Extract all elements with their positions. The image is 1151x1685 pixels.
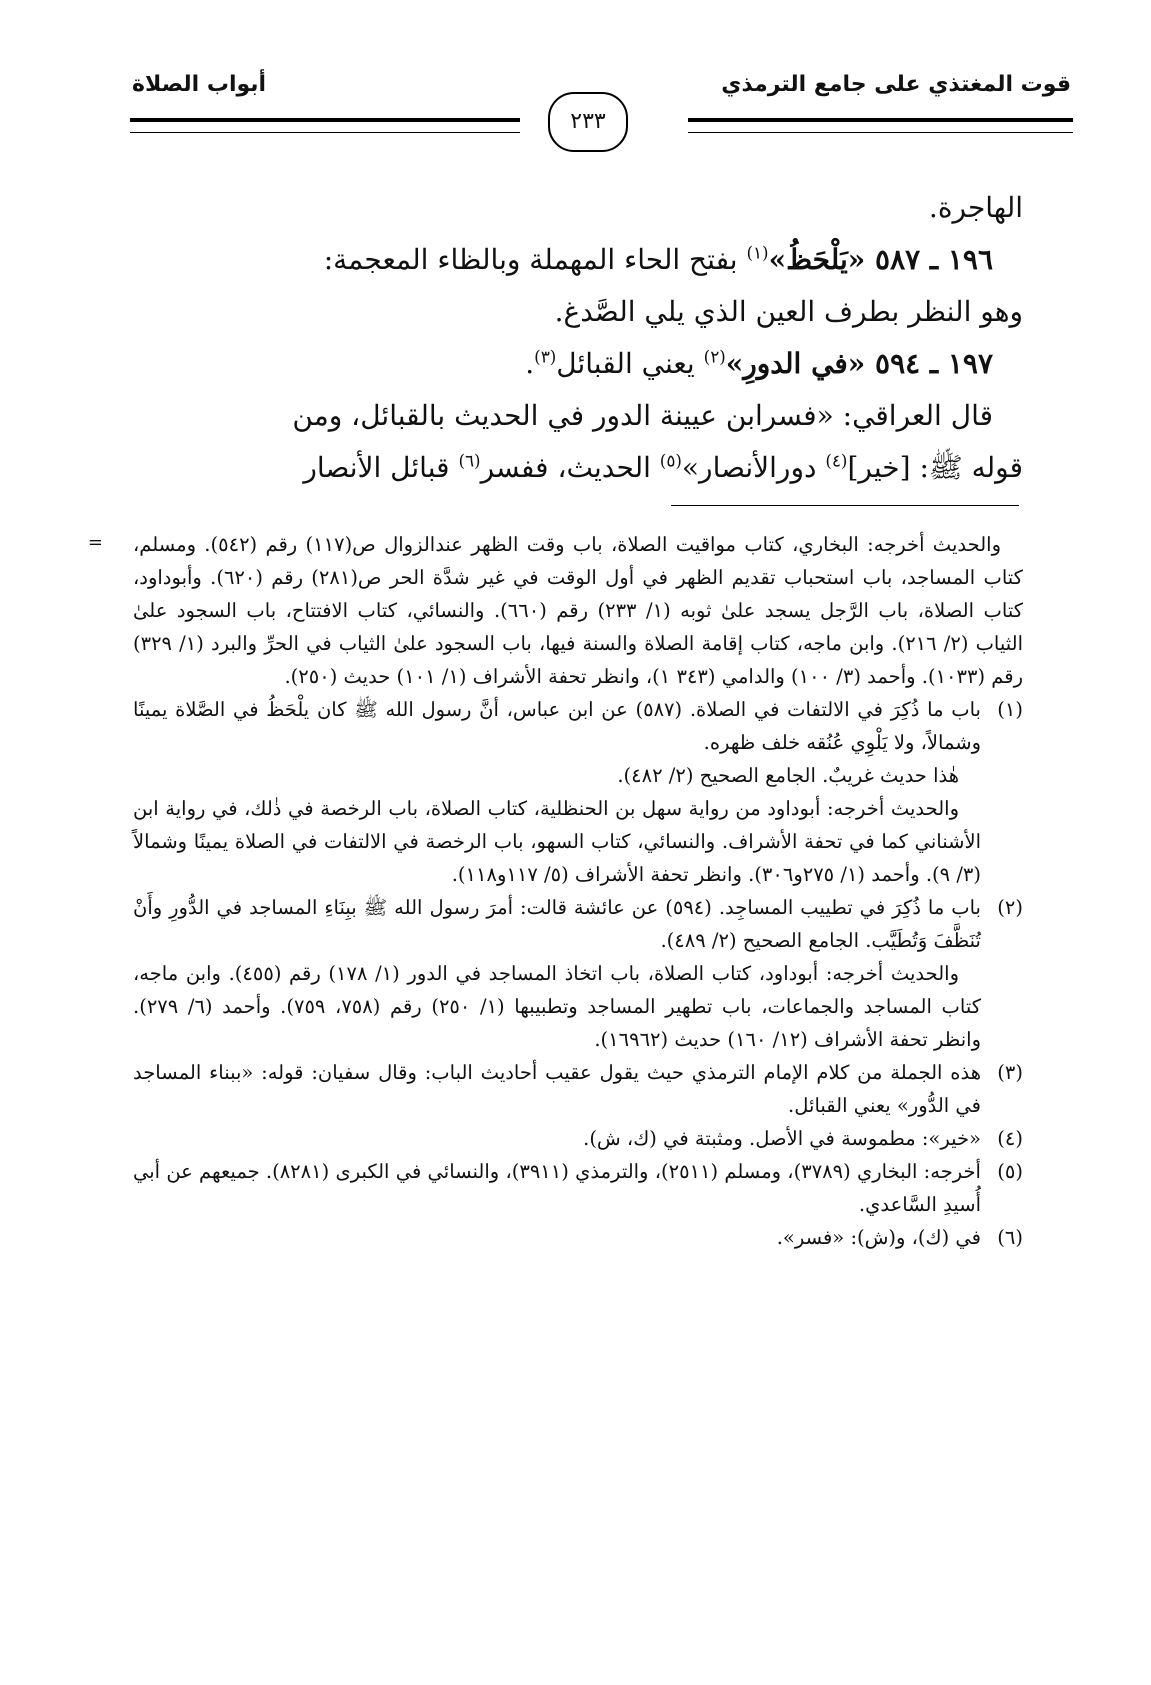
continuation-marker: = [87,532,103,553]
main-line: الهاجرة. [928,191,1023,224]
footnote-number: (١) [997,698,1023,721]
main-text-span: قبائل الأنصار [303,451,459,484]
footnote-item [133,1155,1023,1221]
main-line [133,234,1023,286]
main-line: وهو النظر بطرف العين الذي يلي الصَّدغ. [554,295,1023,328]
entry-heading: ١٩٦ ـ ٥٨٧ «يَلْحَظُ» [768,243,993,276]
footnote-number: (٣) [997,1061,1023,1084]
footnote-number: (٤) [997,1127,1023,1150]
footnote-ref[interactable]: (٢) [703,346,726,367]
footnote-extra: هٰذا حديث غريبٌ. الجامع الصحيح (٢/ ٤٨٢). [617,764,959,787]
main-text-span: . [525,347,535,380]
footnote-number: (٥) [997,1160,1023,1183]
footnote-separator [671,505,1019,506]
footnote-number: (٢) [997,896,1023,919]
footnote-ref[interactable]: (١) [746,242,769,263]
header-chapter-title: أبواب الصلاة [132,72,267,97]
footnote-ref[interactable]: (٤) [825,450,848,471]
footnote-item [133,1056,1023,1122]
footnote-item [133,1122,1023,1155]
main-text-span: دورالأنصار» [681,451,826,484]
main-text-span: قوله ﷺ: [خير] [847,451,1023,484]
footnote-ref[interactable]: (٣) [534,346,557,367]
footnote-text: أخرجه: البخاري (٣٧٨٩)، ومسلم (٢٥١١)، والترمذي (٣٩١١)، والنسائي في الكبرى (٨٢٨١). جميعهم عن أبي أُسيدِ السَّاعدي. [133,1160,981,1216]
footnote-continued: والحديث أخرجه: البخاري، كتاب مواقيت الصلاة، باب وقت الظهر عندالزوال ص(١١٧) رقم (٥٤٢). ومسلم، كتاب المساجد، باب استحباب تقديم الظهر في أول الوقت في غير شدَّة الحر ص(٢٨١) رقم (٦٢٠). وأبوداود، كتاب الصلاة، باب الرَّجل يسجد علىٰ ثوبه (١/ ٢٣٣) رقم (٦٦٠). والنسائي، كتاب الافتتاح، باب السجود علىٰ الثياب (٢/ ٢١٦). وابن ماجه، كتاب إقامة الصلاة والسنة فيها، باب السجود علىٰ الثياب في الحرِّ والبرد (١/ ٣٢٩) رقم (١٠٣٣). وأحمد (٣/ ١٠٠) والدامي (٣٤٣ ١)، وانظر تحفة الأشراف (١/ ١٠١) حديث (٢٥٠). [133,533,1023,688]
main-text [133,182,1023,494]
entry-heading: ١٩٧ ـ ٥٩٤ «في الدورِ» [725,347,993,380]
footnote-ref[interactable]: (٥) [659,450,682,471]
main-text-span: يعني القبائل [556,347,704,380]
header-book-title: قوت المغتذي على جامع الترمذي [721,72,1071,97]
footnote-extra: والحديث أخرجه: أبوداود، كتاب الصلاة، باب اتخاذ المساجد في الدور (١/ ١٧٨) رقم (٤٥٥). وابن ماجه، كتاب المساجد والجماعات، باب تطهير المساجد وتطبيبها (١/ ٢٥٠) رقم (٧٥٨، ٧٥٩). وأحمد (٦/ ٢٧٩). وانظر تحفة الأشراف (١٢/ ١٦٠) حديث (١٦٩٦٢). [133,962,981,1051]
footnote-item [133,891,1023,957]
main-text-span: الحديث، ففسر [480,451,660,484]
footnote-text: في (ك)، و(ش): «فسر». [776,1226,981,1249]
footnotes [133,528,1023,1254]
footnote-text: باب ما ذُكِرَ في الالتفات في الصلاة. (٥٨٧) عن ابن عباس، أنَّ رسول الله ﷺ كان يلْحَظُ في الصَّلاة يمينًا وشمالاً، ولا يَلْوِي عُنُقه خلف ظهره. [133,698,981,754]
main-line [133,442,1023,494]
footnote-ref[interactable]: (٦) [458,450,481,471]
footnote-item [133,693,1023,759]
footnote-item [133,1221,1023,1254]
header-rule-right [688,118,1073,133]
footnote-text: «خير»: مطموسة في الأصل. ومثبتة في (ك، ش). [583,1127,981,1150]
footnote-text: باب ما ذُكِرَ في تطييب المساجِد. (٥٩٤) عن عائشة قالت: أمرَ رسول الله ﷺ ببِنَاءِ المساجد في الدُّورِ وأَنْ تُنَظَّفَ وَتُطَيَّب. الجامع الصحيح (٢/ ٤٨٩). [133,896,981,952]
main-line [133,338,1023,390]
footnote-number: (٦) [997,1226,1023,1249]
footnote-text: هذه الجملة من كلام الإمام الترمذي حيث يقول عقيب أحاديث الباب: وقال سفيان: قوله: «ببناء المساجد في الدُّور» يعني القبائل. [133,1061,981,1117]
main-text-span: بفتح الحاء المهملة وبالظاء المعجمة: [323,243,747,276]
header-rule-left [130,118,520,133]
main-line: قال العراقي: «فسرابن عيينة الدور في الحديث بالقبائل، ومن [292,399,993,432]
footnote-extra: والحديث أخرجه: أبوداود من رواية سهل بن الحنظلية، كتاب الصلاة، باب الرخصة في ذٰلك، في رواية ابن الأشناني كما في تحفة الأشراف. والنسائي، كتاب السهو، باب الرخصة في الالتفات في الصلاة يمينًا وشمالاً (٣/ ٩). وأحمد (١/ ٢٧٥و٣٠٦). وانظر تحفة الأشراف (٥/ ١١٧و١١٨). [133,797,981,886]
page-number: ٢٣٣ [548,92,628,152]
